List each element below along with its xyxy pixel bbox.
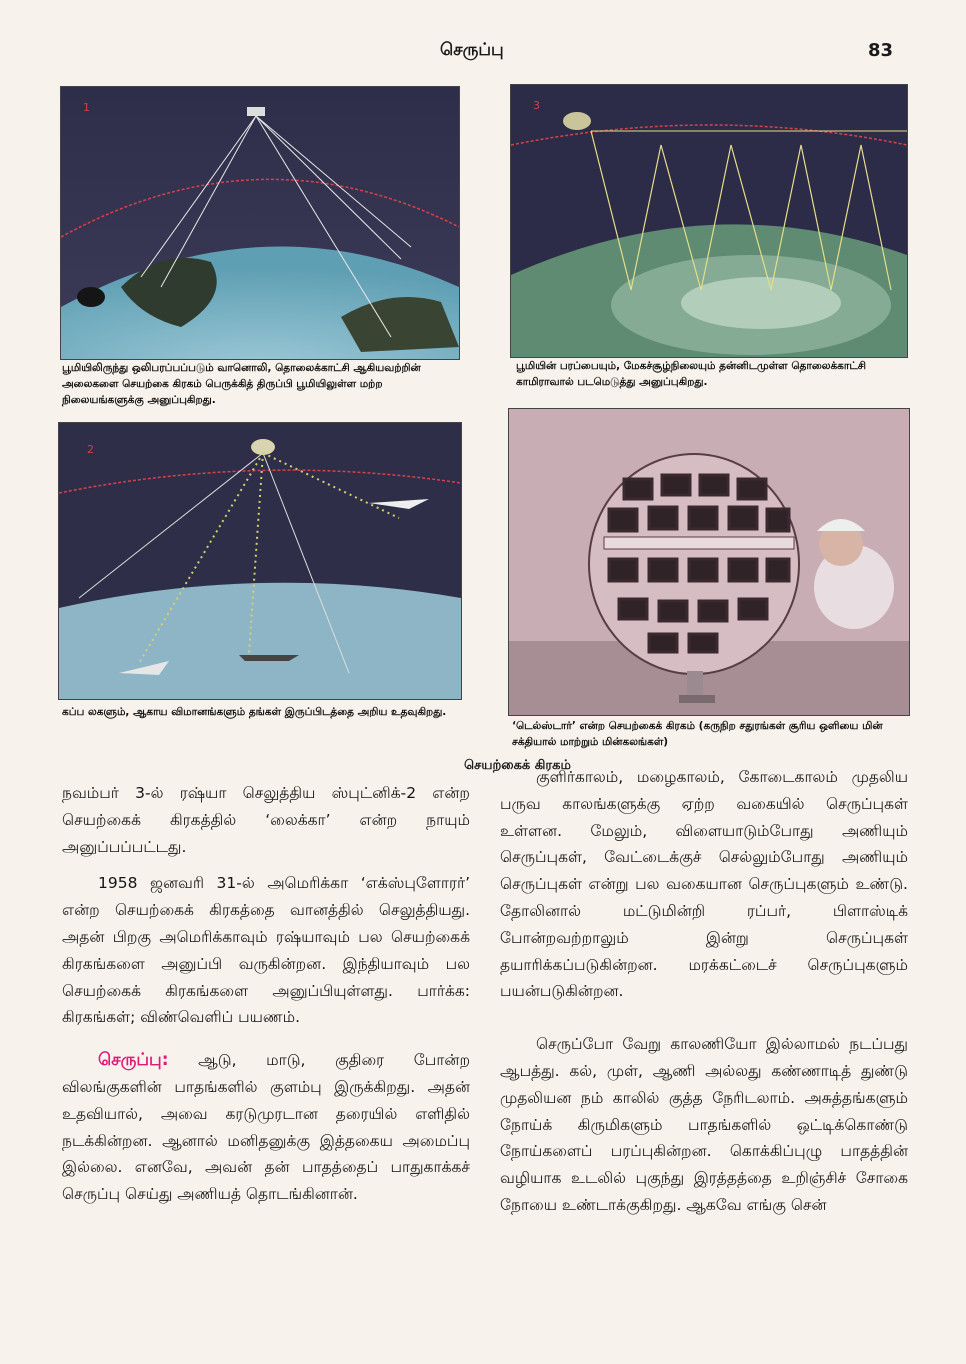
figure-caption: பூமியின் பரப்பையும், மேகச்சூழ்நிலையும் தன்னிடமுள்ள தொலைக்காட்சி காமிராவால் படமெடுத்து அனுப்புகிறது.	[516, 360, 866, 388]
section-title: செயற்கைக் கிரகம்	[464, 758, 571, 773]
figure-telstar-photo	[508, 408, 910, 716]
right-column	[500, 764, 908, 1219]
figure-broadcast-relay	[60, 86, 460, 360]
paragraph: குளிர்காலம், மழைகாலம், கோடைகாலம் முதலிய பருவ காலங்களுக்கு ஏற்ற வகையில் செருப்புகள் உள்ளன. மேலும், விளையாடும்போது அணியும் செருப்புகள், வேட்டைக்குச் செல்லும்போது அணியும் செருப்புகள் என்று பல வகையான செருப்புகளும் உண்டு. தோலினால் மட்டுமின்றி ரப்பர், பிளாஸ்டிக் போன்றவற்றாலும் இன்று செருப்புகள் தயாரிக்கப்படுகின்றன. மரக்கட்டைச் செருப்புகளும் பயன்படுகின்றன.	[500, 768, 908, 1001]
left-column	[62, 780, 470, 1208]
paragraph-text: ஆடு, மாடு, குதிரை போன்ற விலங்குகளின் பாதங்களில் குளம்பு இருக்கிறது. அதன் உதவியால், அவை கரடுமுரடான தரையில் எளிதில் நடக்கின்றன. ஆனால் மனிதனுக்கு இத்தகைய அமைப்பு இல்லை. எனவே, அவன் தன் பாதத்தைப் பாதுகாக்கச் செருப்பு செய்து அணியத் தொடங்கினான்.	[62, 1051, 470, 1204]
paragraph: செருப்போ வேறு காலணியோ இல்லாமல் நடப்பது ஆபத்து. கல், முள், ஆணி அல்லது கண்ணாடித் துண்டு முதலியன நம் காலில் குத்த நேரிடலாம். அசுத்தங்களும் நோய்க் கிருமிகளும் பாதங்களில் ஒட்டிக்கொண்டு நோய்களைப் பரப்புகின்றன. கொக்கிப்புழு பாதத்தின் வழியாக உடலில் புகுந்து இரத்தத்தை உறிஞ்சிச் சோகை நோயை உண்டாக்குகிறது. ஆகவே எங்கு சென்	[500, 1035, 908, 1214]
figure-caption: பூமியிலிருந்து ஒலிபரப்பப்படும் வானொலி, தொலைக்காட்சி ஆகியவற்றின் அலைகளை செயற்கை கிரகம் பெருக்கித் திருப்பி பூமியிலுள்ள மற்ற நிலையங்களுக்கு அனுப்புகிறது.	[62, 362, 421, 406]
figure-number: 1	[83, 101, 90, 114]
running-header: செருப்பு	[440, 40, 504, 60]
page-number: 83	[868, 40, 894, 61]
entry-headword: செருப்பு:	[98, 1050, 169, 1071]
paragraph	[62, 1047, 470, 1208]
figure-caption: ‘டெல்ஸ்டார்’ என்ற செயற்கைக் கிரகம் (கருநிற சதுரங்கள் சூரிய ஒளியை மின் சக்தியால் மாற்றும் மின்கலங்கள்)	[512, 720, 883, 748]
figure-navigation	[58, 422, 462, 700]
paragraph: நவம்பர் 3-ல் ரஷ்யா செலுத்திய ஸ்புட்னிக்-2 என்ற செயற்கைக் கிரகத்தில் ‘லைக்கா’ என்ற நாயும் அனுப்பப்பட்டது.	[62, 784, 470, 856]
figure-weather-camera	[510, 84, 908, 358]
figure-caption: கப்ப லகளும், ஆகாய விமானங்களும் தங்கள் இருப்பிடத்தை அறிய உதவுகிறது.	[62, 706, 447, 718]
figure-number: 2	[87, 443, 94, 456]
figure-number: 3	[533, 99, 540, 112]
paragraph: 1958 ஜனவரி 31-ல் அமெரிக்கா ‘எக்ஸ்புளோரர்’ என்ற செயற்கைக் கிரகத்தை வானத்தில் செலுத்தியது. அதன் பிறகு அமெரிக்காவும் ரஷ்யாவும் பல செயற்கைக் கிரகங்களை அனுப்பி வருகின்றன. இந்தியாவும் பல செயற்கைக் கிரகங்களை அனுப்பியுள்ளது. பார்க்க: கிரகங்கள்; விண்வெளிப் பயணம்.	[62, 874, 470, 1027]
